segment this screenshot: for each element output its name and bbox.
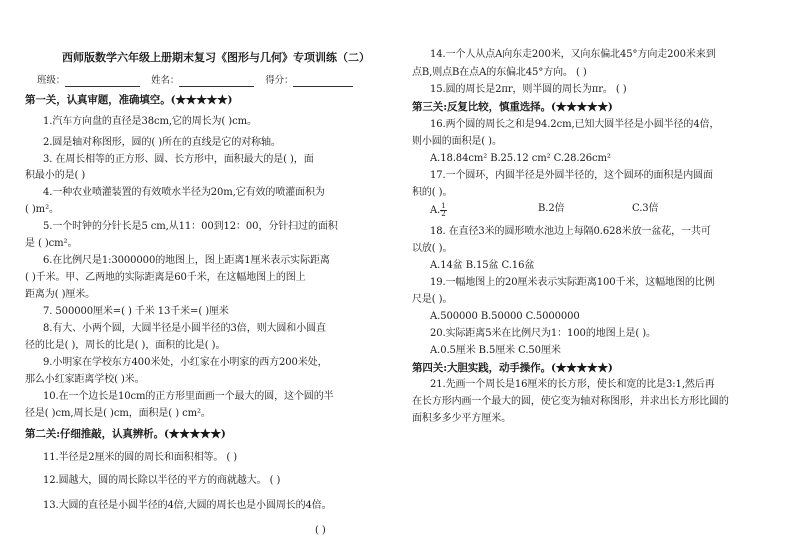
question-17-line-2: 积的( )。 [412,187,453,198]
question-8-line: 8.有大、小两个圆，大圆半径是小圆半径的3倍，则大圆和小圆直 [43,323,326,334]
score-label: 得分： [265,75,294,86]
one-half-fraction: $\frac{1}{2}$ [441,202,446,218]
question-14-line: 14.一个人从点A向东走200米，又向东偏北45°方向走200米来到 [430,49,716,60]
class-field[interactable] [65,86,140,87]
question-13-answer: ( ) [315,525,326,536]
question-3-line: 3. 在周长相等的正方形、圆、长方形中，面积最大的是( )，面 [43,154,314,165]
question-17-option-a [430,203,447,218]
question-15-line: 15.圆的周长是2πr，则半圆的周长为πr。 ( ) [430,84,627,95]
question-3-line-2: 积最小的是( ) [25,170,86,181]
question-5-line-2: 是 ( )cm²。 [25,238,78,249]
question-21-line: 21.先画一个周长是16厘米的长方形，使长和宽的比是3:1,然后再 [430,379,715,390]
question-6-line-2: ( )千米。甲、乙两地的实际距离是60千米，在这幅地图上的图上 [25,272,306,283]
question-19-line: 19.一幅地图上的20厘米表示实际距离100千米，这幅地图的比例 [430,277,715,288]
question-14-line-2: 点B,则点B在点A的东偏北45°方向。 ( ) [412,67,587,78]
question-16-line-2: 则小圆的面积是( )。 [412,136,502,147]
question-2-line: 2.圆是轴对称图形，圆的( )所在的直线是它的对称轴。 [43,137,281,148]
question-20-line: 20.实际距离5米在比例尺为1：100的地图上是( )。 [430,328,656,339]
question-18-line-2: 以放( )。 [412,243,453,254]
question-21-line-2: 在长方形内画一个最大的圆，使它变为轴对称图形，并求出长方形比圆的 [412,396,729,407]
question-20-options: A.0.5厘米 B.5厘米 C.50厘米 [430,345,561,356]
section-2-heading: 第二关:仔细推敲，认真辨析。(★★★★★) [25,428,226,440]
class-label: 班级： [37,75,66,86]
question-21-line-3: 面积多多少平方厘米。 [412,413,511,424]
question-17-option-c: C.3倍 [632,203,659,214]
question-19-options: A.500000 B.50000 C.5000000 [430,311,580,322]
question-4-line: 4.一种农业喷灌装置的有效喷水半径为20m,它有效的喷灌面积为 [43,187,325,198]
question-10-line: 10.在一个边长是10cm的正方形里面画一个最大的圆，这个圆的半 [43,391,334,402]
question-9-line-2: 那么小红家距离学校( )米。 [25,374,145,385]
question-18-options: A.14盆 B.15盆 C.16盆 [430,260,535,271]
question-5-line: 5.一个时钟的分针长是5 cm,从11：00到12：00，分针扫过的面积 [43,221,338,232]
question-19-line-2: 尺是( )。 [412,294,453,305]
document-title: 西师版数学六年级上册期末复习《图形与几何》专项训练（二） [62,51,370,64]
question-11-line: 11.半径是2厘米的圆的周长和面积相等。 ( ) [43,452,238,463]
option-a-label: A. [430,205,441,216]
score-field[interactable] [293,86,353,87]
question-16-options: A.18.84cm² B.25.12 cm² C.28.26cm² [430,153,611,164]
section-1-heading: 第一关，认真审题，准确填空。(★★★★★) [25,94,233,106]
question-16-line: 16.两个圆的周长之和是94.2cm,已知大圆半径是小圆半径的4倍， [430,119,720,130]
question-7-line: 7. 500000厘米=( ) 千米 13千米=( )厘米 [43,306,229,317]
question-9-line: 9.小明家在学校东方400米处，小红家在小明家的西方200米处， [43,357,328,368]
question-8-line-2: 径的比是( )，周长的比是( )，面积的比是( )。 [25,340,226,351]
question-17-option-b: B.2倍 [538,203,565,214]
question-6-line: 6.在比例尺是1:3000000的地图上，图上距离1厘米表示实际距离 [43,255,330,266]
question-6-line-3: 距离为( )厘米。 [25,289,96,300]
question-13-line: 13.大圆的直径是小圆半径的4倍,大圆的周长也是小圆周长的4倍。 [43,500,332,511]
question-4-line-2: ( )m²。 [25,204,59,215]
section-4-heading: 第四关:大胆实践，动手操作。(★★★★★) [412,362,613,374]
question-17-line: 17.一个圆环，内圆半径是外圆半径的，这个圆环的面积是内圆面 [430,170,713,181]
info-row [37,75,353,87]
question-12-line: 12.圆越大，圆的周长除以半径的平方的商就越大。 ( ) [43,475,281,486]
name-label: 姓名： [151,75,180,86]
name-field[interactable] [179,86,254,87]
section-3-heading: 第三关:反复比较，慎重选择。(★★★★★) [412,101,613,113]
question-1-line: 1.汽车方向盘的直径是38cm,它的周长为( )cm。 [43,116,257,127]
question-18-line: 18. 在直径3米的圆形喷水池边上每隔0.628米放一盆花，一共可 [430,226,711,237]
question-10-line-2: 径是( )cm,周长是( )cm，面积是( ) cm²。 [25,408,211,419]
